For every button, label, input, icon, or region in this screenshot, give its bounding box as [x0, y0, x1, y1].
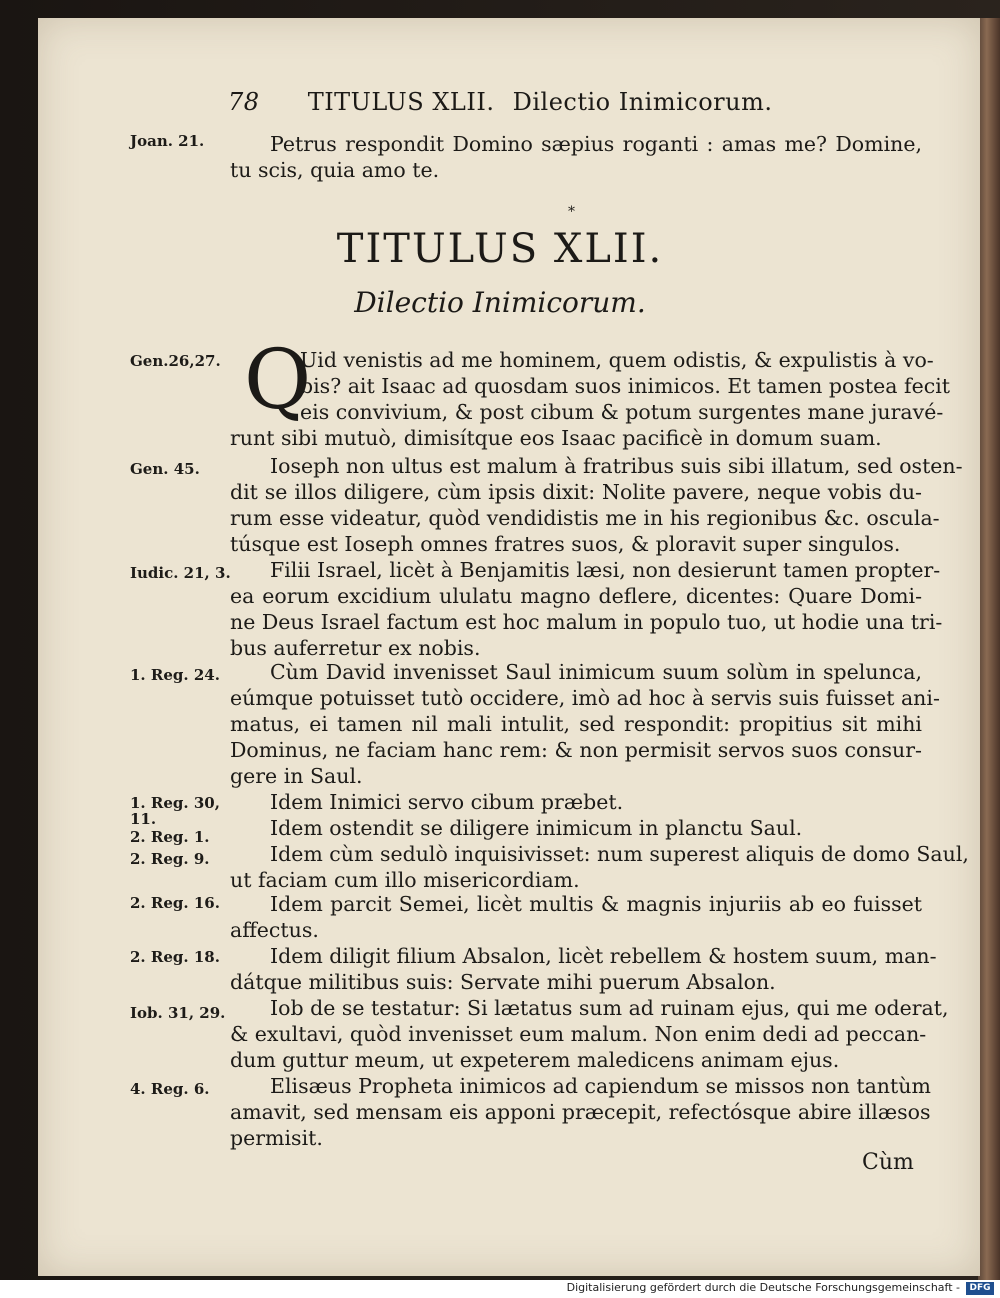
footer-credit: Digitalisierung gefördert durch die Deutsche Forschungsgemeinschaft - — [566, 1281, 960, 1294]
text-line: Idem diligit filium Absalon, licèt rebellem & hostem suum, man- — [270, 944, 937, 968]
margin-reference: 1. Reg. 24. — [130, 666, 220, 684]
running-subtitle: Dilectio Inimicorum. — [512, 88, 773, 116]
chapter-title: TITULUS XLII. — [336, 226, 664, 272]
margin-reference: Joan. 21. — [130, 132, 205, 150]
page-number: 78 — [228, 88, 260, 116]
margin-reference: Gen. 45. — [130, 460, 200, 478]
text-line: dit se illos diligere, cùm ipsis dixit: Nolite pavere, neque vobis du- — [230, 480, 922, 504]
drop-cap: Q — [244, 333, 312, 428]
text-line: runt sibi mutuò, dimisítque eos Isaac pacificè in domum suam. — [230, 426, 882, 450]
text-line: eúmque potuisset tutò occidere, imò ad hoc à servis suis fuisset ani- — [230, 686, 940, 710]
text-line: bus auferretur ex nobis. — [230, 636, 481, 660]
margin-reference: 2. Reg. 1. — [130, 828, 210, 846]
text-line: amavit, sed mensam eis apponi præcepit, refectósque abire illæsos — [230, 1100, 931, 1124]
text-line: gere in Saul. — [230, 764, 363, 788]
asterisk-ornament: * — [568, 204, 575, 220]
text-line: Petrus respondit Domino sæpius roganti : amas me? Domine, — [270, 132, 922, 156]
text-line: Elisæus Propheta inimicos ad capiendum se missos non tantùm — [270, 1074, 931, 1098]
text-line: & exultavi, quòd invenisset eum malum. Non enim dedi ad peccan- — [230, 1022, 927, 1046]
text-line: matus, ei tamen nil mali intulit, sed respondit: propitius sit mihi — [230, 712, 922, 736]
text-line: Idem Inimici servo cibum præbet. — [270, 790, 624, 814]
text-line: Cùm David invenisset Saul inimicum suum solùm in spelunca, — [270, 660, 922, 684]
text-line: Iob de se testatur: Si lætatus sum ad ruinam ejus, qui me oderat, — [270, 996, 949, 1020]
text-line: permisit. — [230, 1126, 323, 1150]
text-line: dátque militibus suis: Servate mihi puerum Absalon. — [230, 970, 776, 994]
book-edge — [978, 18, 1000, 1280]
margin-reference: 1. Reg. 30, — [130, 794, 220, 812]
running-header — [228, 88, 828, 116]
text-line: Filii Israel, licèt à Benjamitis læsi, non desierunt tamen propter- — [270, 558, 941, 582]
running-title: TITULUS XLII. — [307, 88, 495, 116]
text-line: ea eorum excidium ululatu magno deflere, dicentes: Quare Domi- — [230, 584, 922, 608]
catchword: Cùm — [862, 1150, 914, 1175]
text-line: bis? ait Isaac ad quosdam suos inimicos. Et tamen postea fecit — [300, 374, 950, 398]
text-line: eis convivium, & post cibum & potum surgentes mane juravé- — [300, 400, 944, 424]
text-line: Idem parcit Semei, licèt multis & magnis injuriis ab eo fuisset — [270, 892, 922, 916]
margin-reference: 2. Reg. 9. — [130, 850, 210, 868]
text-line: dum guttur meum, ut expeterem maledicens animam ejus. — [230, 1048, 840, 1072]
text-line: tu scis, quia amo te. — [230, 158, 440, 182]
margin-reference: 2. Reg. 16. — [130, 894, 220, 912]
text-line: Dominus, ne faciam hanc rem: & non permisit servos suos consur- — [230, 738, 922, 762]
margin-reference: Iob. 31, 29. — [130, 1004, 226, 1022]
text-line: Idem ostendit se diligere inimicum in planctu Saul. — [270, 816, 803, 840]
chapter-subtitle: Dilectio Inimicorum. — [354, 286, 646, 319]
text-line: ne Deus Israel factum est hoc malum in populo tuo, ut hodie una tri- — [230, 610, 943, 634]
text-line: Uid venistis ad me hominem, quem odistis, & expulistis à vo- — [300, 348, 934, 372]
dfg-logo: DFG — [966, 1282, 994, 1295]
text-line: ut faciam cum illo misericordiam. — [230, 868, 580, 892]
margin-reference: Gen.26,27. — [130, 352, 221, 370]
text-line: affectus. — [230, 918, 319, 942]
margin-reference: 11. — [130, 810, 157, 828]
text-line: Ioseph non ultus est malum à fratribus suis sibi illatum, sed osten- — [270, 454, 963, 478]
margin-reference: 4. Reg. 6. — [130, 1080, 210, 1098]
margin-reference: Iudic. 21, 3. — [130, 564, 231, 582]
text-line: Idem cùm sedulò inquisivisset: num superest aliquis de domo Saul, — [270, 842, 969, 866]
digitization-footer — [0, 1280, 1000, 1298]
margin-reference: 2. Reg. 18. — [130, 948, 220, 966]
text-line: túsque est Ioseph omnes fratres suos, & ploravit super singulos. — [230, 532, 901, 556]
text-line: rum esse videatur, quòd vendidistis me in his regionibus &c. oscula- — [230, 506, 940, 530]
